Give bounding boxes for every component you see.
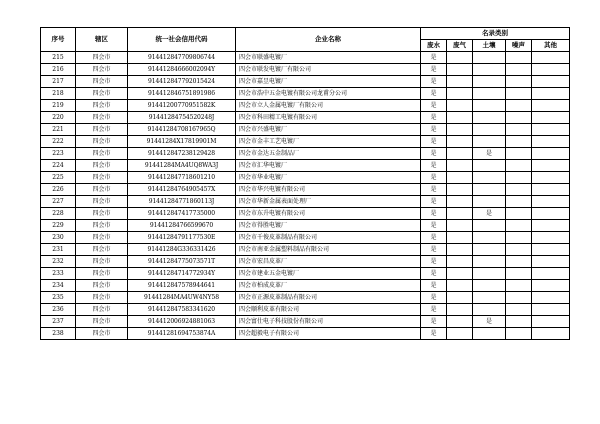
cell-company: 四会市正源皮革制品有限公司: [236, 292, 421, 304]
cell-district: 四会市: [76, 184, 128, 196]
cell-exhaust-gas: [447, 220, 473, 232]
cell-noise: [506, 76, 532, 88]
cell-noise: [506, 184, 532, 196]
cell-other: [532, 148, 570, 160]
cell-exhaust-gas: [447, 172, 473, 184]
table-row: [41, 136, 570, 148]
cell-other: [532, 184, 570, 196]
cell-district: 四会市: [76, 112, 128, 124]
table-row: [41, 256, 570, 268]
cell-wastewater: 是: [421, 52, 447, 64]
cell-credit-code: 91441284764905457X: [128, 184, 236, 196]
cell-credit-code: 91441284754520248J: [128, 112, 236, 124]
cell-soil: [473, 268, 506, 280]
cell-wastewater: 是: [421, 160, 447, 172]
cell-soil: [473, 64, 506, 76]
cell-soil: [473, 88, 506, 100]
cell-district: 四会市: [76, 160, 128, 172]
table-row: [41, 292, 570, 304]
cell-company: 四会市浩中五金电镀有限公司龙甫分公司: [236, 88, 421, 100]
cell-other: [532, 280, 570, 292]
header-exhaust-gas: 废气: [447, 40, 473, 52]
cell-exhaust-gas: [447, 148, 473, 160]
cell-credit-code: 91441284771860113J: [128, 196, 236, 208]
cell-wastewater: 是: [421, 112, 447, 124]
cell-exhaust-gas: [447, 304, 473, 316]
cell-company: 四会富仕电子科技股份有限公司: [236, 316, 421, 328]
cell-soil: [473, 256, 506, 268]
cell-soil: [473, 196, 506, 208]
header-index: 序号: [41, 28, 76, 52]
cell-other: [532, 112, 570, 124]
enterprise-directory-table: [40, 27, 570, 340]
cell-exhaust-gas: [447, 136, 473, 148]
cell-district: 四会市: [76, 328, 128, 340]
cell-soil: [473, 244, 506, 256]
cell-company: 四会市金丰工艺电镀厂: [236, 136, 421, 148]
cell-soil: [473, 220, 506, 232]
header-noise: 噪声: [506, 40, 532, 52]
cell-index: 235: [41, 292, 76, 304]
table-row: [41, 220, 570, 232]
cell-noise: [506, 268, 532, 280]
cell-exhaust-gas: [447, 292, 473, 304]
cell-exhaust-gas: [447, 208, 473, 220]
cell-company: 四会市千俊皮革制品有限公司: [236, 232, 421, 244]
cell-company: 四会市联发电镀厂有限公司: [236, 64, 421, 76]
cell-credit-code: 914412847578944641: [128, 280, 236, 292]
cell-exhaust-gas: [447, 256, 473, 268]
table-row: [41, 208, 570, 220]
table-row: [41, 196, 570, 208]
cell-credit-code: 914412847583341620: [128, 304, 236, 316]
cell-exhaust-gas: [447, 76, 473, 88]
cell-other: [532, 232, 570, 244]
cell-index: 223: [41, 148, 76, 160]
cell-index: 224: [41, 160, 76, 172]
cell-company: 四会市宏昌皮革厂: [236, 256, 421, 268]
cell-other: [532, 76, 570, 88]
cell-soil: 是: [473, 148, 506, 160]
cell-exhaust-gas: [447, 268, 473, 280]
cell-wastewater: 是: [421, 208, 447, 220]
cell-noise: [506, 256, 532, 268]
cell-company: 四会市汇华电镀厂: [236, 160, 421, 172]
cell-district: 四会市: [76, 232, 128, 244]
cell-company: 四会市得胜电镀厂: [236, 220, 421, 232]
cell-company: 四会超毅电子有限公司: [236, 328, 421, 340]
cell-credit-code: 91441284775073571T: [128, 256, 236, 268]
cell-other: [532, 304, 570, 316]
table-row: [41, 64, 570, 76]
cell-exhaust-gas: [447, 112, 473, 124]
cell-credit-code: 91441200770951582K: [128, 100, 236, 112]
cell-noise: [506, 304, 532, 316]
cell-index: 226: [41, 184, 76, 196]
cell-wastewater: 是: [421, 136, 447, 148]
table-row: [41, 148, 570, 160]
cell-wastewater: 是: [421, 184, 447, 196]
cell-credit-code: 914412847417735000: [128, 208, 236, 220]
cell-credit-code: 91441284714772934Y: [128, 268, 236, 280]
cell-wastewater: 是: [421, 76, 447, 88]
cell-wastewater: 是: [421, 328, 447, 340]
cell-wastewater: 是: [421, 244, 447, 256]
cell-exhaust-gas: [447, 52, 473, 64]
cell-exhaust-gas: [447, 160, 473, 172]
cell-other: [532, 208, 570, 220]
cell-index: 236: [41, 304, 76, 316]
header-company: 企业名称: [236, 28, 421, 52]
cell-wastewater: 是: [421, 232, 447, 244]
cell-other: [532, 64, 570, 76]
cell-index: 216: [41, 64, 76, 76]
header-category: 名录类别: [421, 28, 570, 40]
table-row: [41, 160, 570, 172]
header-credit-code: 统一社会信用代码: [128, 28, 236, 52]
cell-soil: [473, 184, 506, 196]
cell-exhaust-gas: [447, 244, 473, 256]
cell-soil: [473, 124, 506, 136]
cell-index: 228: [41, 208, 76, 220]
cell-wastewater: 是: [421, 220, 447, 232]
cell-other: [532, 136, 570, 148]
cell-company: 四会市南亚金属塑料制品有限公司: [236, 244, 421, 256]
table-row: [41, 232, 570, 244]
cell-company: 四会市华兴电镀有限公司: [236, 184, 421, 196]
cell-company: 四会市建业五金电镀厂: [236, 268, 421, 280]
cell-credit-code: 91441284G336331426: [128, 244, 236, 256]
cell-wastewater: 是: [421, 196, 447, 208]
cell-district: 四会市: [76, 196, 128, 208]
cell-exhaust-gas: [447, 88, 473, 100]
cell-other: [532, 316, 570, 328]
cell-noise: [506, 220, 532, 232]
cell-company: 四会顺利皮革有限公司: [236, 304, 421, 316]
cell-wastewater: 是: [421, 100, 447, 112]
table-row: [41, 268, 570, 280]
table-row: [41, 184, 570, 196]
cell-noise: [506, 172, 532, 184]
cell-index: 215: [41, 52, 76, 64]
cell-noise: [506, 112, 532, 124]
cell-credit-code: 91441284MA4UW4NY58: [128, 292, 236, 304]
cell-soil: [473, 52, 506, 64]
cell-other: [532, 220, 570, 232]
cell-district: 四会市: [76, 88, 128, 100]
cell-credit-code: 91441284666002094Y: [128, 64, 236, 76]
cell-soil: [473, 160, 506, 172]
header-other: 其他: [532, 40, 570, 52]
cell-soil: [473, 328, 506, 340]
table-row: [41, 328, 570, 340]
cell-noise: [506, 292, 532, 304]
cell-index: 230: [41, 232, 76, 244]
cell-noise: [506, 124, 532, 136]
cell-noise: [506, 148, 532, 160]
cell-company: 四会市兴盛电镀厂: [236, 124, 421, 136]
cell-credit-code: 91441281694753874A: [128, 328, 236, 340]
cell-company: 四会市嘉昱电镀厂: [236, 76, 421, 88]
cell-other: [532, 160, 570, 172]
cell-wastewater: 是: [421, 88, 447, 100]
cell-noise: [506, 244, 532, 256]
header-wastewater: 废水: [421, 40, 447, 52]
cell-other: [532, 196, 570, 208]
cell-index: 238: [41, 328, 76, 340]
cell-soil: 是: [473, 316, 506, 328]
cell-district: 四会市: [76, 52, 128, 64]
cell-exhaust-gas: [447, 196, 473, 208]
cell-district: 四会市: [76, 220, 128, 232]
cell-index: 233: [41, 268, 76, 280]
table-header: [41, 28, 570, 52]
cell-index: 218: [41, 88, 76, 100]
cell-index: 234: [41, 280, 76, 292]
cell-index: 219: [41, 100, 76, 112]
cell-noise: [506, 160, 532, 172]
table-row: [41, 304, 570, 316]
cell-district: 四会市: [76, 64, 128, 76]
cell-index: 237: [41, 316, 76, 328]
cell-district: 四会市: [76, 256, 128, 268]
cell-wastewater: 是: [421, 256, 447, 268]
cell-credit-code: 91441284X17819901M: [128, 136, 236, 148]
cell-soil: [473, 76, 506, 88]
cell-credit-code: 914412847718601210: [128, 172, 236, 184]
cell-district: 四会市: [76, 280, 128, 292]
cell-district: 四会市: [76, 304, 128, 316]
cell-noise: [506, 232, 532, 244]
cell-exhaust-gas: [447, 232, 473, 244]
cell-company: 四会市柏成皮革厂: [236, 280, 421, 292]
cell-company: 四会市金达五金制品厂: [236, 148, 421, 160]
cell-district: 四会市: [76, 268, 128, 280]
cell-noise: [506, 316, 532, 328]
cell-noise: [506, 328, 532, 340]
cell-company: 四会市科田精工电镀有限公司: [236, 112, 421, 124]
cell-other: [532, 292, 570, 304]
cell-soil: 是: [473, 208, 506, 220]
cell-noise: [506, 196, 532, 208]
cell-noise: [506, 136, 532, 148]
cell-other: [532, 268, 570, 280]
table-row: [41, 88, 570, 100]
cell-credit-code: 91441284MA4UQ8WA3J: [128, 160, 236, 172]
cell-credit-code: 914412006924881063: [128, 316, 236, 328]
cell-index: 225: [41, 172, 76, 184]
cell-district: 四会市: [76, 292, 128, 304]
cell-noise: [506, 88, 532, 100]
cell-noise: [506, 280, 532, 292]
table-row: [41, 316, 570, 328]
cell-other: [532, 328, 570, 340]
cell-wastewater: 是: [421, 148, 447, 160]
cell-wastewater: 是: [421, 268, 447, 280]
cell-exhaust-gas: [447, 100, 473, 112]
cell-index: 232: [41, 256, 76, 268]
cell-district: 四会市: [76, 124, 128, 136]
cell-other: [532, 88, 570, 100]
cell-soil: [473, 280, 506, 292]
cell-company: 四会市立人金属电镀厂有限公司: [236, 100, 421, 112]
cell-index: 227: [41, 196, 76, 208]
cell-wastewater: 是: [421, 280, 447, 292]
cell-other: [532, 172, 570, 184]
cell-soil: [473, 172, 506, 184]
table-row: [41, 100, 570, 112]
cell-noise: [506, 100, 532, 112]
cell-company: 四会市联盛电镀厂: [236, 52, 421, 64]
cell-index: 229: [41, 220, 76, 232]
cell-soil: [473, 304, 506, 316]
cell-wastewater: 是: [421, 124, 447, 136]
cell-exhaust-gas: [447, 124, 473, 136]
cell-exhaust-gas: [447, 184, 473, 196]
table-row: [41, 244, 570, 256]
cell-credit-code: 91441284791177530E: [128, 232, 236, 244]
table-row: [41, 112, 570, 124]
cell-noise: [506, 64, 532, 76]
cell-other: [532, 100, 570, 112]
cell-index: 220: [41, 112, 76, 124]
cell-district: 四会市: [76, 136, 128, 148]
cell-index: 222: [41, 136, 76, 148]
cell-soil: [473, 292, 506, 304]
table-row: [41, 280, 570, 292]
cell-credit-code: 91441284766599670: [128, 220, 236, 232]
table-row: [41, 124, 570, 136]
table-body: [41, 52, 570, 340]
cell-district: 四会市: [76, 172, 128, 184]
cell-wastewater: 是: [421, 304, 447, 316]
cell-district: 四会市: [76, 316, 128, 328]
header-soil: 土壤: [473, 40, 506, 52]
table-row: [41, 76, 570, 88]
cell-index: 221: [41, 124, 76, 136]
cell-credit-code: 914412847709806744: [128, 52, 236, 64]
cell-other: [532, 244, 570, 256]
cell-index: 217: [41, 76, 76, 88]
cell-exhaust-gas: [447, 64, 473, 76]
cell-exhaust-gas: [447, 280, 473, 292]
cell-other: [532, 256, 570, 268]
cell-soil: [473, 232, 506, 244]
cell-credit-code: 914412847238129428: [128, 148, 236, 160]
cell-wastewater: 是: [421, 64, 447, 76]
cell-district: 四会市: [76, 148, 128, 160]
header-district: 辖区: [76, 28, 128, 52]
cell-district: 四会市: [76, 244, 128, 256]
cell-soil: [473, 100, 506, 112]
cell-credit-code: 91441284708167965Q: [128, 124, 236, 136]
table-row: [41, 172, 570, 184]
cell-other: [532, 124, 570, 136]
cell-district: 四会市: [76, 208, 128, 220]
cell-company: 四会市东升电镀有限公司: [236, 208, 421, 220]
cell-district: 四会市: [76, 100, 128, 112]
cell-wastewater: 是: [421, 172, 447, 184]
cell-other: [532, 52, 570, 64]
cell-noise: [506, 208, 532, 220]
cell-company: 四会市华新金属表面处理厂: [236, 196, 421, 208]
cell-soil: [473, 136, 506, 148]
cell-wastewater: 是: [421, 292, 447, 304]
cell-index: 231: [41, 244, 76, 256]
cell-soil: [473, 112, 506, 124]
cell-credit-code: 914412846751891986: [128, 88, 236, 100]
cell-exhaust-gas: [447, 316, 473, 328]
cell-company: 四会市华业电镀厂: [236, 172, 421, 184]
cell-wastewater: 是: [421, 316, 447, 328]
table-row: [41, 52, 570, 64]
cell-district: 四会市: [76, 76, 128, 88]
cell-credit-code: 914412847792015424: [128, 76, 236, 88]
cell-noise: [506, 52, 532, 64]
cell-exhaust-gas: [447, 328, 473, 340]
